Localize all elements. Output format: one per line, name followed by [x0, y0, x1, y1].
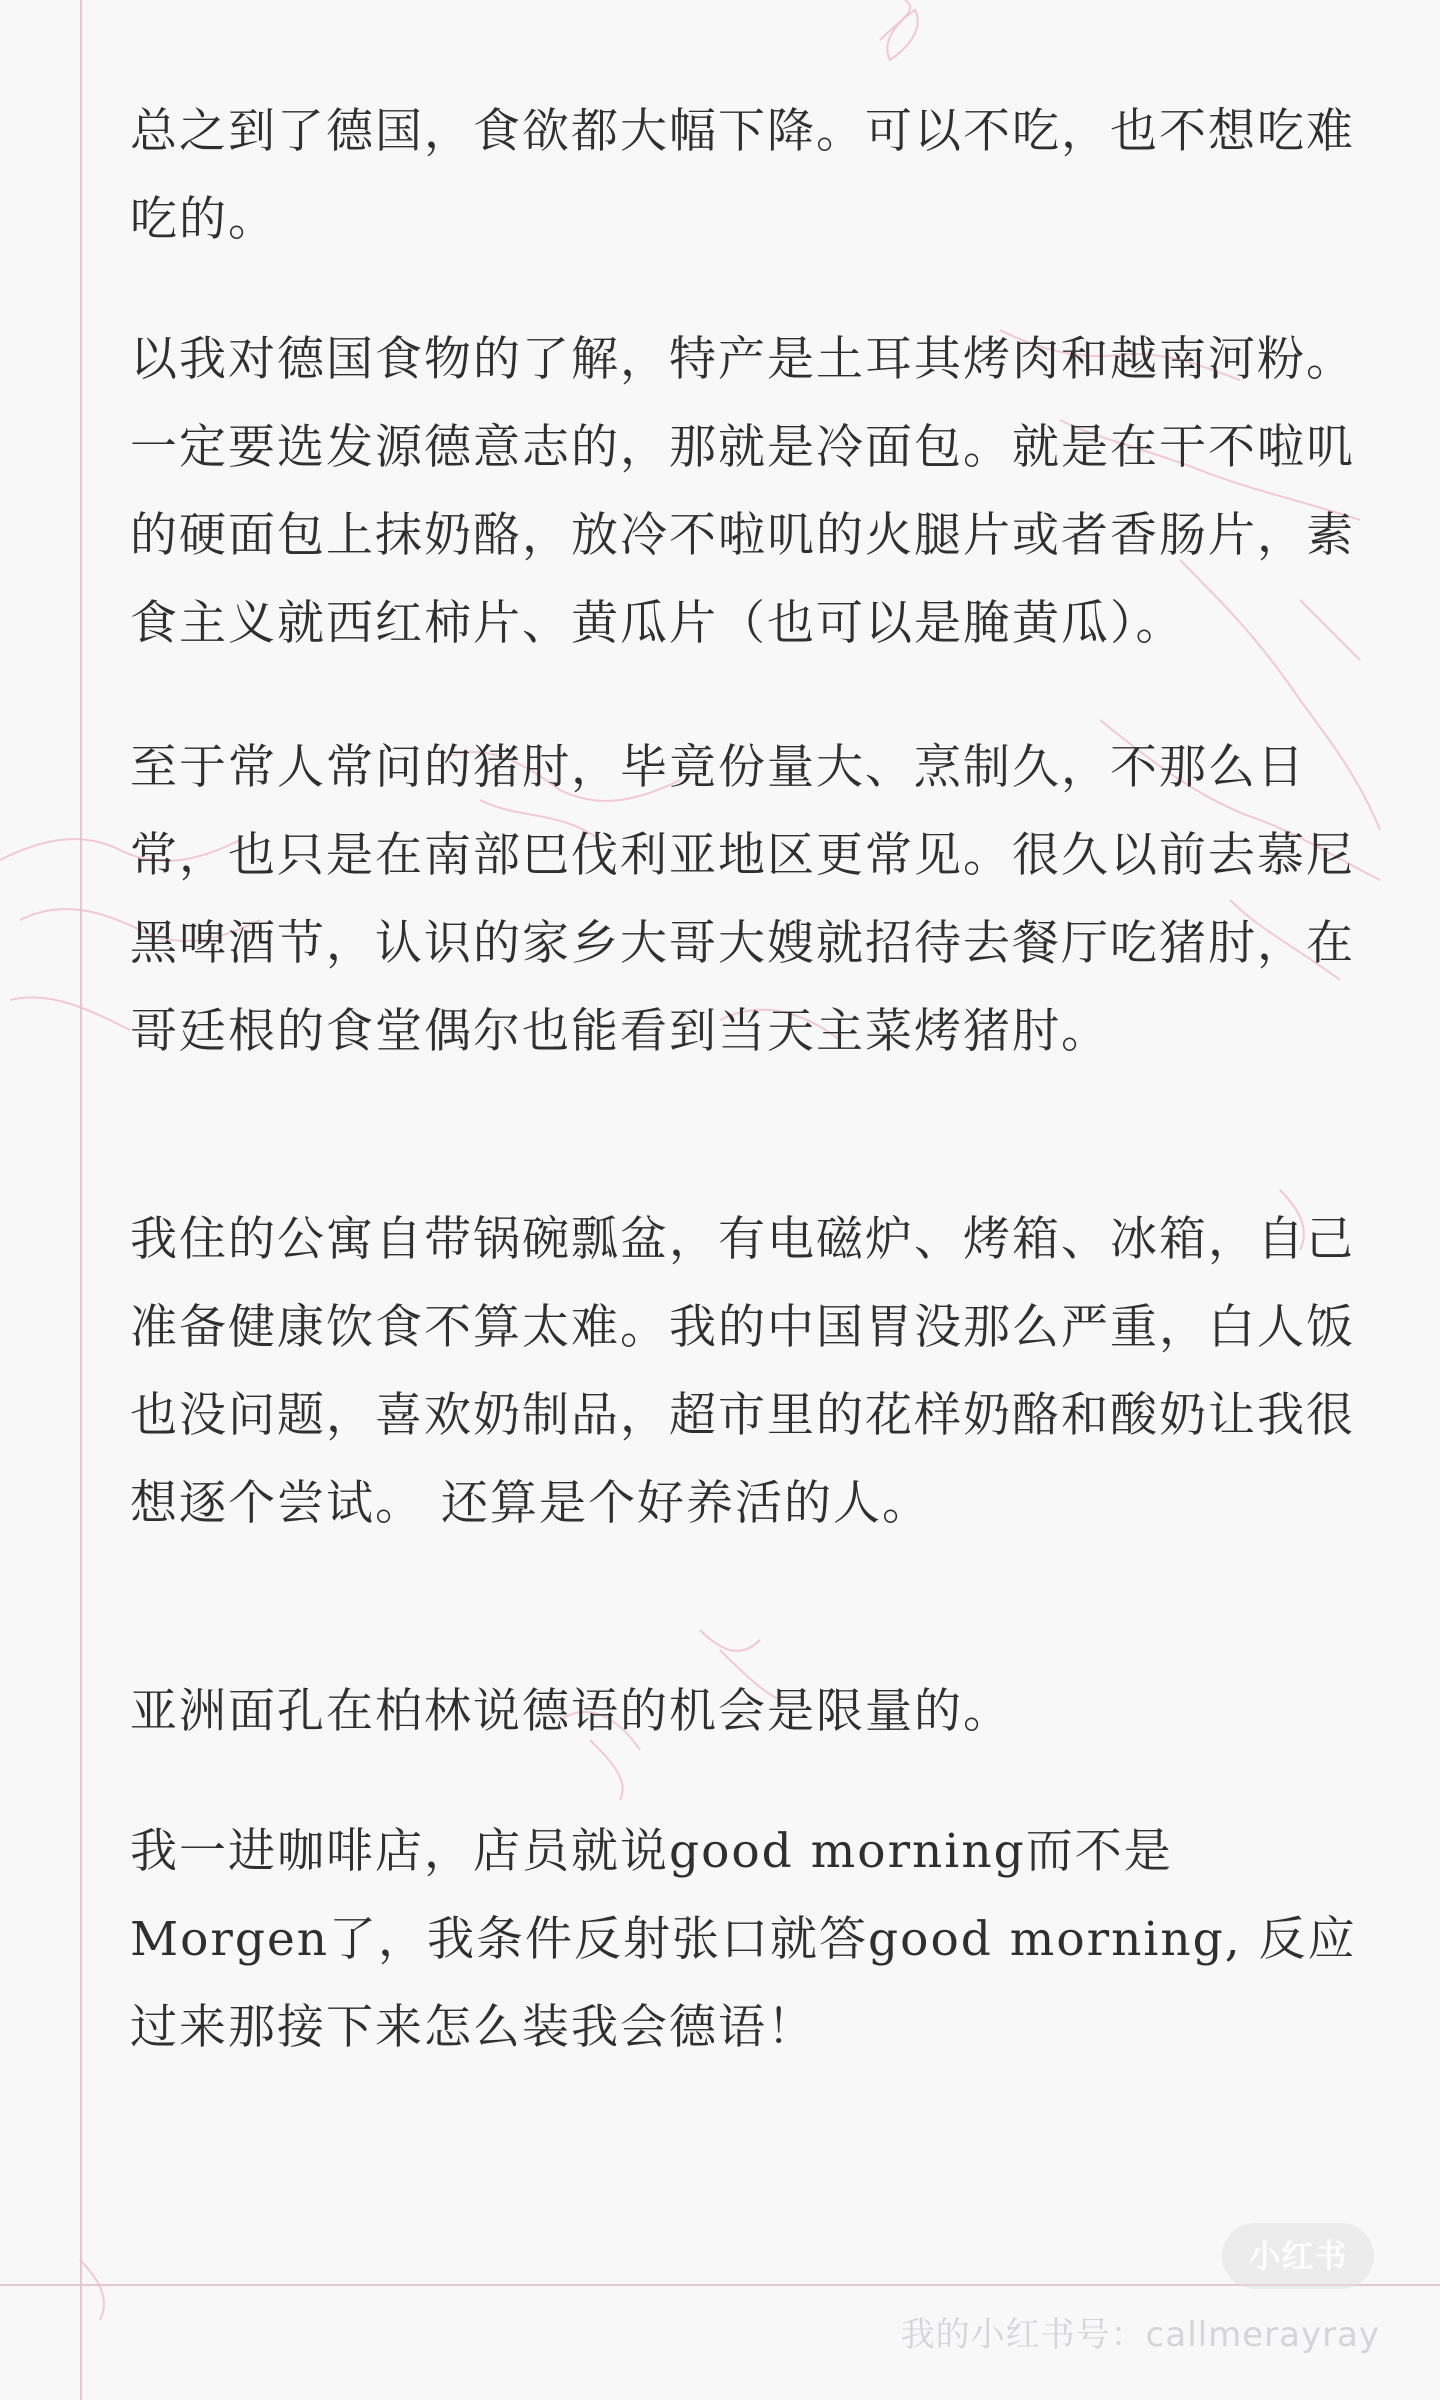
paragraph-german-food: 以我对德国食物的了解，特产是土耳其烤肉和越南河粉。一定要选发源德意志的，那就是冷面包。就是在干不啦叽的硬面包上抹奶酪，放冷不啦叽的火腿片或者香肠片，素食主义就西红柿片、黄瓜片（也可以是腌黄瓜）。	[130, 332, 1355, 651]
paragraph-pork-knuckle: 至于常人常问的猪肘，毕竟份量大、烹制久，不那么日常，也只是在南部巴伐利亚地区更常见。很久以前去慕尼黑啤酒节，认识的家乡大哥大嫂就招待去餐厅吃猪肘，在哥廷根的食堂偶尔也能看到当天主菜烤猪肘。	[130, 740, 1355, 1059]
bottom-rule-line	[0, 2284, 1440, 2286]
paragraph-appetite: 总之到了德国，食欲都大幅下降。可以不吃，也不想吃难吃的。	[130, 104, 1355, 247]
paragraph-asian-face: 亚洲面孔在柏林说德语的机会是限量的。	[130, 1684, 1012, 1739]
paragraph-apartment: 我住的公寓自带锅碗瓢盆，有电磁炉、烤箱、冰箱，自己准备健康饮食不算太难。我的中国胃没那么严重，白人饭也没问题，喜欢奶制品，超市里的花样奶酪和酸奶让我很想逐个尝试。 还算是个好养活的人。	[130, 1212, 1355, 1531]
account-watermark: 我的小红书号：callmerayray	[900, 2315, 1380, 2355]
margin-rule-line	[80, 0, 82, 2400]
xiaohongshu-logo: 小红书	[1222, 2223, 1374, 2289]
article-body	[130, 88, 1360, 2072]
paragraph-cafe: 我一进咖啡店，店员就说good morning而不是Morgen了，我条件反射张口就答good morning, 反应过来那接下来怎么装我会德语！	[130, 1824, 1357, 2055]
